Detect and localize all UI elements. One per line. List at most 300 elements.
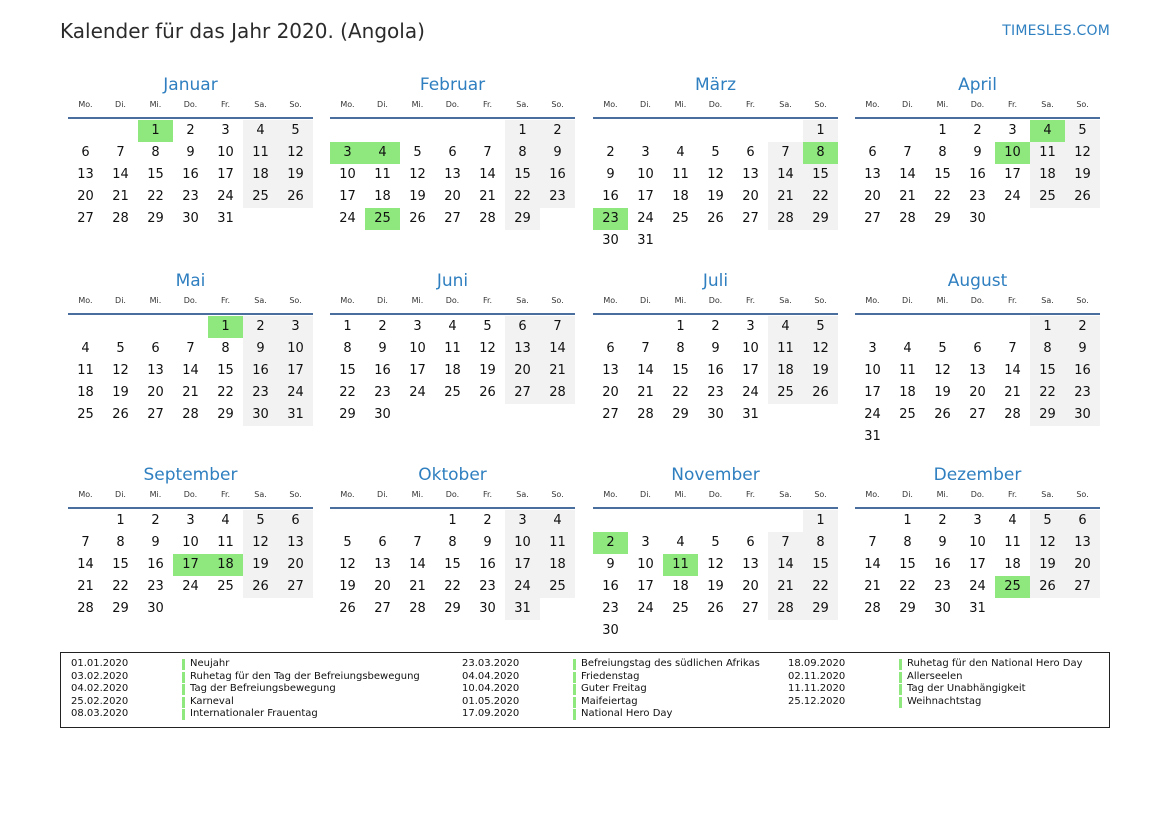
month-title: Januar <box>163 75 218 95</box>
day-cell: 24 <box>637 211 654 226</box>
day-cell: 22 <box>899 579 916 594</box>
day-cell: 9 <box>606 557 615 572</box>
weekday-label: Sa. <box>1041 100 1054 109</box>
day-cell: 17 <box>409 363 426 378</box>
day-cell: 25 <box>672 601 689 616</box>
day-cell: 12 <box>112 363 129 378</box>
week-row <box>855 532 1100 554</box>
empty-day-cell <box>470 404 505 426</box>
day-cell: 12 <box>479 341 496 356</box>
day-cell: 10 <box>637 167 654 182</box>
holiday-name: Karneval <box>190 695 234 707</box>
empty-day-cell <box>698 620 733 642</box>
day-cell: 11 <box>540 532 575 554</box>
day-cell: 10 <box>278 338 313 360</box>
day-cell: 17 <box>969 557 986 572</box>
month-title: August <box>947 271 1008 291</box>
day-cell: 20 <box>505 360 540 382</box>
week-row <box>68 208 313 230</box>
weekday-label: Di. <box>115 296 126 305</box>
day-cell: 5 <box>711 145 720 160</box>
holiday-day-cell: 3 <box>330 142 365 164</box>
empty-day-cell <box>698 120 733 142</box>
empty-day-cell <box>365 510 400 532</box>
holiday-marker <box>573 709 576 720</box>
day-cell: 12 <box>1065 142 1100 164</box>
weekday-label: Di. <box>377 100 388 109</box>
day-cell: 2 <box>540 120 575 142</box>
day-cell: 19 <box>339 579 356 594</box>
week-row <box>593 338 838 360</box>
empty-day-cell <box>663 120 698 142</box>
day-cell: 15 <box>217 363 234 378</box>
day-cell: 3 <box>505 510 540 532</box>
day-cell: 9 <box>606 167 615 182</box>
day-cell: 4 <box>243 120 278 142</box>
week-row <box>68 532 313 554</box>
weekday-label: Do. <box>445 100 460 109</box>
day-cell: 29 <box>147 211 164 226</box>
weekday-label: Do. <box>970 296 985 305</box>
day-cell: 20 <box>444 189 461 204</box>
empty-day-cell <box>890 120 925 142</box>
empty-day-cell <box>68 510 103 532</box>
day-cell: 17 <box>505 554 540 576</box>
day-cell: 14 <box>637 363 654 378</box>
day-cell: 15 <box>934 167 951 182</box>
weekday-label: Mi. <box>674 490 687 499</box>
month-divider <box>330 313 575 315</box>
day-grid <box>855 510 1100 620</box>
week-row <box>68 186 313 208</box>
weekday-label: Mo. <box>603 490 618 499</box>
day-cell: 1 <box>1030 316 1065 338</box>
empty-day-cell <box>330 510 365 532</box>
legend-column <box>462 658 760 721</box>
weekday-label: Fr. <box>220 490 231 499</box>
week-row <box>330 142 575 164</box>
day-grid <box>855 316 1100 448</box>
day-cell: 13 <box>742 557 759 572</box>
day-cell: 4 <box>903 341 912 356</box>
weekday-label: Mi. <box>936 296 949 305</box>
week-row <box>855 164 1100 186</box>
week-row <box>593 554 838 576</box>
day-cell: 10 <box>217 145 234 160</box>
day-cell: 8 <box>221 341 230 356</box>
day-cell: 17 <box>1004 167 1021 182</box>
day-cell: 12 <box>707 167 724 182</box>
day-cell: 15 <box>672 363 689 378</box>
weekday-label: Mi. <box>149 296 162 305</box>
day-cell: 7 <box>483 145 492 160</box>
day-cell: 15 <box>899 557 916 572</box>
day-cell: 24 <box>182 579 199 594</box>
day-cell: 5 <box>938 341 947 356</box>
day-cell: 9 <box>186 145 195 160</box>
holiday-date: 01.05.2020 <box>462 695 520 707</box>
week-row <box>330 208 575 230</box>
week-row <box>330 186 575 208</box>
day-cell: 19 <box>1065 164 1100 186</box>
day-cell: 18 <box>243 164 278 186</box>
weekday-label: Do. <box>183 296 198 305</box>
day-cell: 24 <box>742 385 759 400</box>
day-cell: 7 <box>868 535 877 550</box>
day-cell: 2 <box>711 319 720 334</box>
day-grid <box>593 316 838 426</box>
day-cell: 29 <box>444 601 461 616</box>
day-cell: 8 <box>938 145 947 160</box>
week-row <box>593 598 838 620</box>
weekday-label: Di. <box>115 100 126 109</box>
week-row <box>68 510 313 532</box>
weekday-label: Sa. <box>779 296 792 305</box>
day-cell: 8 <box>343 341 352 356</box>
weekday-label: So. <box>814 296 827 305</box>
day-cell: 11 <box>1030 142 1065 164</box>
legend-item <box>462 671 760 684</box>
day-cell: 27 <box>505 382 540 404</box>
month-divider <box>68 313 313 315</box>
day-cell: 16 <box>707 363 724 378</box>
day-cell: 11 <box>217 535 234 550</box>
day-cell: 26 <box>409 211 426 226</box>
holiday-day-cell: 4 <box>1030 120 1065 142</box>
empty-day-cell <box>733 120 768 142</box>
day-grid <box>855 120 1100 230</box>
month-januar <box>68 72 313 230</box>
day-cell: 26 <box>1030 576 1065 598</box>
week-row <box>593 404 838 426</box>
holiday-name: Ruhetag für den Tag der Befreiungsbewegung <box>190 670 420 682</box>
holiday-name: Tag der Befreiungsbewegung <box>190 683 336 695</box>
day-cell: 28 <box>768 208 803 230</box>
legend-item <box>462 683 760 696</box>
empty-day-cell <box>1065 208 1100 230</box>
week-row <box>68 316 313 338</box>
week-row <box>330 598 575 620</box>
day-cell: 3 <box>641 145 650 160</box>
day-cell: 30 <box>479 601 496 616</box>
day-cell: 16 <box>147 557 164 572</box>
empty-day-cell <box>628 120 663 142</box>
day-cell: 12 <box>934 363 951 378</box>
weekday-label: Di. <box>377 296 388 305</box>
week-row <box>330 554 575 576</box>
day-cell: 8 <box>1030 338 1065 360</box>
day-cell: 16 <box>182 167 199 182</box>
day-cell: 6 <box>378 535 387 550</box>
week-row <box>855 554 1100 576</box>
day-cell: 7 <box>81 535 90 550</box>
holiday-day-cell: 8 <box>803 142 838 164</box>
day-cell: 13 <box>742 167 759 182</box>
day-cell: 26 <box>278 186 313 208</box>
week-row <box>68 576 313 598</box>
holiday-day-cell: 11 <box>663 554 698 576</box>
day-cell: 30 <box>602 233 619 248</box>
empty-day-cell <box>400 510 435 532</box>
weekday-label: Fr. <box>220 296 231 305</box>
day-cell: 26 <box>707 211 724 226</box>
weekday-header <box>855 294 1100 308</box>
day-grid <box>330 316 575 426</box>
day-cell: 1 <box>676 319 685 334</box>
day-cell: 27 <box>864 211 881 226</box>
day-cell: 12 <box>803 338 838 360</box>
week-row <box>593 142 838 164</box>
week-row <box>593 576 838 598</box>
day-cell: 2 <box>186 123 195 138</box>
empty-day-cell <box>1030 208 1065 230</box>
empty-day-cell <box>278 208 313 230</box>
day-cell: 28 <box>112 211 129 226</box>
empty-day-cell <box>768 230 803 252</box>
weekday-header <box>855 488 1100 502</box>
week-row <box>855 404 1100 426</box>
month-dezember <box>855 462 1100 620</box>
week-row <box>593 382 838 404</box>
holiday-date: 18.09.2020 <box>788 658 846 669</box>
day-cell: 5 <box>278 120 313 142</box>
weekday-header <box>330 98 575 112</box>
weekday-label: So. <box>1076 296 1089 305</box>
day-cell: 25 <box>672 211 689 226</box>
month-title: März <box>695 75 736 95</box>
month-divider <box>593 313 838 315</box>
month-divider <box>330 507 575 509</box>
day-cell: 6 <box>746 535 755 550</box>
empty-day-cell <box>663 230 698 252</box>
day-cell: 9 <box>243 338 278 360</box>
legend-item <box>71 658 420 671</box>
week-row <box>593 230 838 252</box>
day-cell: 10 <box>339 167 356 182</box>
holiday-day-cell: 4 <box>365 142 400 164</box>
day-cell: 16 <box>374 363 391 378</box>
weekday-label: So. <box>551 100 564 109</box>
day-cell: 14 <box>112 167 129 182</box>
empty-day-cell <box>855 510 890 532</box>
weekday-label: Fr. <box>745 490 756 499</box>
week-row <box>593 316 838 338</box>
day-grid <box>68 510 313 620</box>
holiday-date: 25.12.2020 <box>788 695 846 707</box>
day-cell: 9 <box>973 145 982 160</box>
day-cell: 11 <box>672 167 689 182</box>
month-divider <box>593 507 838 509</box>
day-cell: 12 <box>243 532 278 554</box>
weekday-label: Mo. <box>865 296 880 305</box>
day-cell: 23 <box>1065 382 1100 404</box>
empty-day-cell <box>505 404 540 426</box>
day-cell: 3 <box>278 316 313 338</box>
week-row <box>855 120 1100 142</box>
legend-item <box>71 696 420 709</box>
empty-day-cell <box>593 316 628 338</box>
weekday-label: So. <box>814 100 827 109</box>
holiday-marker <box>899 659 902 670</box>
holiday-date: 01.01.2020 <box>71 658 129 669</box>
day-cell: 28 <box>637 407 654 422</box>
legend-item <box>788 683 1083 696</box>
day-cell: 22 <box>112 579 129 594</box>
empty-day-cell <box>365 120 400 142</box>
holiday-marker <box>899 672 902 683</box>
day-cell: 14 <box>768 554 803 576</box>
weekday-header <box>593 98 838 112</box>
day-cell: 4 <box>676 145 685 160</box>
day-cell: 24 <box>969 579 986 594</box>
week-row <box>330 576 575 598</box>
empty-day-cell <box>400 404 435 426</box>
day-cell: 25 <box>444 385 461 400</box>
day-cell: 9 <box>938 535 947 550</box>
empty-day-cell <box>540 404 575 426</box>
day-cell: 18 <box>540 554 575 576</box>
weekday-label: Mo. <box>78 490 93 499</box>
empty-day-cell <box>628 620 663 642</box>
day-cell: 22 <box>147 189 164 204</box>
weekday-label: Mi. <box>411 296 424 305</box>
weekday-label: Fr. <box>1007 100 1018 109</box>
day-cell: 18 <box>1030 164 1065 186</box>
day-cell: 26 <box>112 407 129 422</box>
day-cell: 9 <box>151 535 160 550</box>
day-cell: 5 <box>343 535 352 550</box>
day-cell: 3 <box>221 123 230 138</box>
weekday-label: Mo. <box>340 100 355 109</box>
day-cell: 7 <box>186 341 195 356</box>
legend-item <box>462 708 760 721</box>
day-cell: 26 <box>707 601 724 616</box>
day-cell: 6 <box>505 316 540 338</box>
holiday-marker <box>182 709 185 720</box>
weekday-label: Sa. <box>516 296 529 305</box>
day-cell: 23 <box>479 579 496 594</box>
month-divider <box>330 117 575 119</box>
week-row <box>68 554 313 576</box>
day-cell: 23 <box>147 579 164 594</box>
month-märz <box>593 72 838 252</box>
day-cell: 1 <box>448 513 457 528</box>
day-cell: 7 <box>413 535 422 550</box>
day-cell: 8 <box>116 535 125 550</box>
weekday-label: Mo. <box>78 296 93 305</box>
week-row <box>330 382 575 404</box>
day-cell: 16 <box>1065 360 1100 382</box>
empty-day-cell <box>855 120 890 142</box>
day-cell: 16 <box>602 189 619 204</box>
day-cell: 4 <box>448 319 457 334</box>
day-cell: 26 <box>479 385 496 400</box>
empty-day-cell <box>698 510 733 532</box>
day-cell: 15 <box>1030 360 1065 382</box>
empty-day-cell <box>628 510 663 532</box>
day-cell: 29 <box>505 208 540 230</box>
holiday-day-cell: 2 <box>593 532 628 554</box>
empty-day-cell <box>733 230 768 252</box>
day-cell: 31 <box>505 598 540 620</box>
day-cell: 19 <box>707 579 724 594</box>
empty-day-cell <box>733 510 768 532</box>
month-mai <box>68 268 313 426</box>
weekday-label: Mi. <box>411 100 424 109</box>
day-cell: 8 <box>151 145 160 160</box>
day-cell: 25 <box>77 407 94 422</box>
week-row <box>593 620 838 642</box>
empty-day-cell <box>768 120 803 142</box>
day-cell: 5 <box>803 316 838 338</box>
day-cell: 18 <box>672 189 689 204</box>
holiday-date: 23.03.2020 <box>462 658 520 669</box>
day-cell: 14 <box>768 164 803 186</box>
week-row <box>855 360 1100 382</box>
day-cell: 2 <box>606 145 615 160</box>
day-cell: 14 <box>182 363 199 378</box>
day-cell: 26 <box>243 576 278 598</box>
day-cell: 15 <box>444 557 461 572</box>
day-cell: 12 <box>339 557 356 572</box>
day-cell: 23 <box>969 189 986 204</box>
weekday-label: Mo. <box>340 490 355 499</box>
day-cell: 18 <box>899 385 916 400</box>
day-cell: 28 <box>409 601 426 616</box>
weekday-label: So. <box>289 100 302 109</box>
month-title: November <box>671 465 760 485</box>
day-cell: 5 <box>483 319 492 334</box>
weekday-label: Sa. <box>516 490 529 499</box>
month-divider <box>68 507 313 509</box>
day-cell: 22 <box>1030 382 1065 404</box>
week-row <box>330 360 575 382</box>
month-april <box>855 72 1100 230</box>
day-cell: 12 <box>409 167 426 182</box>
weekday-label: Di. <box>902 296 913 305</box>
day-cell: 24 <box>505 576 540 598</box>
day-cell: 28 <box>899 211 916 226</box>
day-cell: 29 <box>803 208 838 230</box>
day-cell: 6 <box>746 145 755 160</box>
day-cell: 25 <box>768 382 803 404</box>
day-grid <box>330 120 575 230</box>
day-cell: 23 <box>540 186 575 208</box>
day-cell: 2 <box>378 319 387 334</box>
week-row <box>330 164 575 186</box>
day-cell: 4 <box>81 341 90 356</box>
day-cell: 24 <box>339 211 356 226</box>
day-cell: 29 <box>803 598 838 620</box>
day-cell: 14 <box>409 557 426 572</box>
day-cell: 14 <box>864 557 881 572</box>
empty-day-cell <box>593 510 628 532</box>
brand-link[interactable]: TIMESLES.COM <box>1002 23 1110 39</box>
weekday-label: So. <box>289 490 302 499</box>
day-cell: 25 <box>540 576 575 598</box>
weekday-label: Mo. <box>865 100 880 109</box>
day-cell: 24 <box>409 385 426 400</box>
empty-day-cell <box>628 316 663 338</box>
day-cell: 9 <box>483 535 492 550</box>
weekday-header <box>68 294 313 308</box>
day-cell: 21 <box>768 576 803 598</box>
day-cell: 11 <box>77 363 94 378</box>
week-row <box>68 164 313 186</box>
day-cell: 20 <box>77 189 94 204</box>
empty-day-cell <box>435 120 470 142</box>
holiday-day-cell: 25 <box>995 576 1030 598</box>
